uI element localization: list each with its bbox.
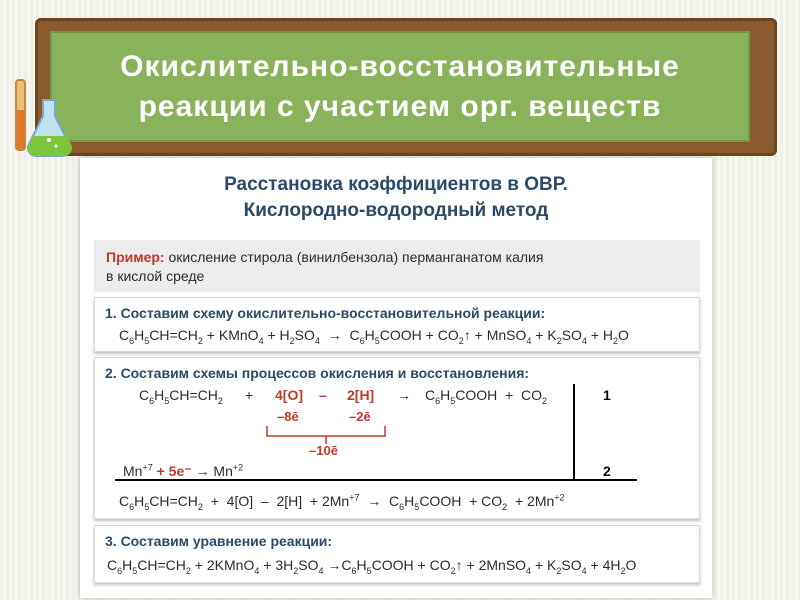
step-2-box xyxy=(94,357,700,519)
oxidation-reactant: $C_6H_5CH=CH_2$ xyxy=(139,387,223,406)
oxidation-products: $C_6H_5COOH + CO_2$ xyxy=(425,387,548,406)
step-1-title: 1. Составим схему окислительно-восстановительной реакции: xyxy=(105,305,546,321)
content-card xyxy=(80,158,712,598)
oxidation-coefficient: 1 xyxy=(603,387,611,403)
electrons-oxygen: –8ē xyxy=(277,409,299,424)
section-heading xyxy=(80,172,712,224)
step-2-title: 2. Составим схемы процессов окисления и восстановления: xyxy=(105,365,530,381)
final-equation: $C_6H_5CH=CH_2$ + 2KMnO$_4$ + $3H_2SO_4$ $\to C_6H_5COOH$ + $CO_2↑$ + 2MnSO$_4$ + $K_2SO_4 + 4H_2O$ xyxy=(107,557,637,576)
electrons-hydrogen: –2ē xyxy=(349,409,371,424)
example-line-1 xyxy=(106,248,543,266)
minus-sign: – xyxy=(319,387,327,403)
step-3-box xyxy=(94,525,700,583)
plus-sign: + xyxy=(245,387,254,403)
oxidation-arrow: → xyxy=(397,387,411,403)
balance-divider-horizontal xyxy=(115,479,637,481)
example-text-1: окисление стирола (винилбензола) перманганатом калия xyxy=(164,249,544,265)
title-panel xyxy=(50,31,750,142)
balance-divider-vertical xyxy=(573,384,575,480)
hydrogen-term: 2[H] xyxy=(347,387,375,403)
reduction-electrons: + 5e⁻ xyxy=(156,463,192,479)
step-3-title: 3. Составим уравнение реакции: xyxy=(105,533,333,549)
reduction-coefficient: 2 xyxy=(603,463,611,479)
electrons-total: –10ē xyxy=(309,443,338,458)
heading-line-2: Кислородно-водородный метод xyxy=(243,200,549,221)
step-1-equation: $C_6H_5CH=CH_2$ + KMnO$_4$ + $H_2SO_4$ → $C_6H_5COOH$ + $CO_2↑$ + MnSO$_4$ + $K_2SO_4 + H_2O$ xyxy=(119,327,629,346)
slide-title: Окислительно-восстановительные реакции с участием орг. веществ xyxy=(120,49,680,123)
lab-flask-icon xyxy=(8,70,78,165)
example-text-2: в кислой среде xyxy=(106,268,205,284)
reaction-arrow: → xyxy=(327,327,342,343)
reduction-half: $Mn^{+7} + 5e^- \to Mn^{+2}$ xyxy=(123,462,244,479)
summary-equation: $C_6H_5CH=CH_2 + 4[O] - 2[H] + 2Mn^{+7}$ → $C_6H_5COOH + CO_2 + 2Mn^{+2}$ xyxy=(119,492,565,512)
oxygen-term: 4[O] xyxy=(275,387,303,403)
example-box xyxy=(94,240,700,292)
example-label: Пример: xyxy=(106,249,165,265)
step-1-box xyxy=(94,297,700,352)
heading-line-1: Расстановка коэффициентов в ОВР. xyxy=(224,174,568,195)
summary-arrow: → xyxy=(367,493,382,509)
